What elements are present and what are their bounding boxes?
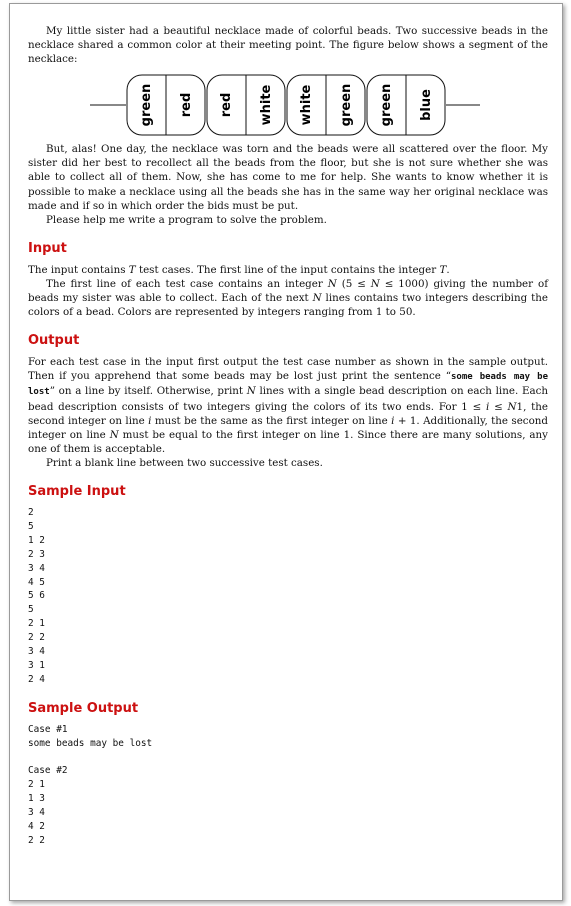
bead-color-label: green <box>379 83 394 127</box>
bead-color-label: red <box>219 93 234 118</box>
bead-color-label: green <box>339 83 354 127</box>
input-paragraph-2: The first line of each test case contains an integer N (5 ≤ N ≤ 1000) giving the number of beads my sister was able to collect. Each of the next N lines contains two integers describing the colors of a bead. Colors are represented by integers ranging from 1 to 50. <box>28 277 549 319</box>
sample-input-block: 2 5 1 2 2 3 3 4 4 5 5 6 5 2 1 2 2 3 4 3 1 2 4 <box>28 506 45 685</box>
input-heading: Input <box>28 240 67 256</box>
document-page <box>9 3 563 901</box>
document-content <box>28 24 548 848</box>
output-heading: Output <box>28 333 80 349</box>
sample-output-heading: Sample Output <box>28 700 139 716</box>
intro-paragraph-1: My little sister had a beautiful necklace made of colorful beads. Two successive beads in the necklace shared a common color at their meeting point. The figure below shows a segment of the necklace: <box>28 25 548 66</box>
bead-color-label: green <box>139 83 154 127</box>
intro-paragraph-2: But, alas! One day, the necklace was torn and the beads were all scattered over the floor. My sister did her best to recollect all the beads from the floor, but she is not sure whether she was able to collect all of them. Now, she has come to me for help. She wants to know whether it is possible to make a necklace using all the beads she has in the same way her original necklace was made and if so in which order the bids must be put. <box>28 143 548 212</box>
intro-paragraph-3: Please help me write a program to solve the problem. <box>46 213 327 226</box>
sample-input-heading: Sample Input <box>28 483 126 499</box>
bead-color-label: white <box>259 84 274 126</box>
sample-output-block: Case #1 some beads may be lost Case #2 2 1 1 3 3 4 4 2 2 2 <box>28 723 153 846</box>
necklace-figure <box>28 70 548 140</box>
output-paragraph-2: Print a blank line between two successive test cases. <box>46 456 323 469</box>
bead-color-label: blue <box>419 89 434 122</box>
output-paragraph-1: For each test case in the input first output the test case number as shown in the sample output. Then if you apprehend that some beads may be lost just print the sentence “some beads may be lost” on a line by itself. Otherwise, print N lines with a single bead description on each line. Each bead description consists of two integers giving the colors of its two ends. For 1 ≤ i ≤ N1, the second integer on line i must be the same as the first integer on line i + 1. Additionally, the second integer on line N must be equal to the first integer on line 1. Since there are many solutions, any one of them is acceptable. <box>28 356 548 455</box>
input-paragraph-1: The input contains T test cases. The first line of the input contains the integer T. <box>28 263 450 276</box>
bead-color-label: white <box>299 84 314 126</box>
bead-color-label: red <box>179 93 194 118</box>
necklace-svg <box>28 70 548 140</box>
